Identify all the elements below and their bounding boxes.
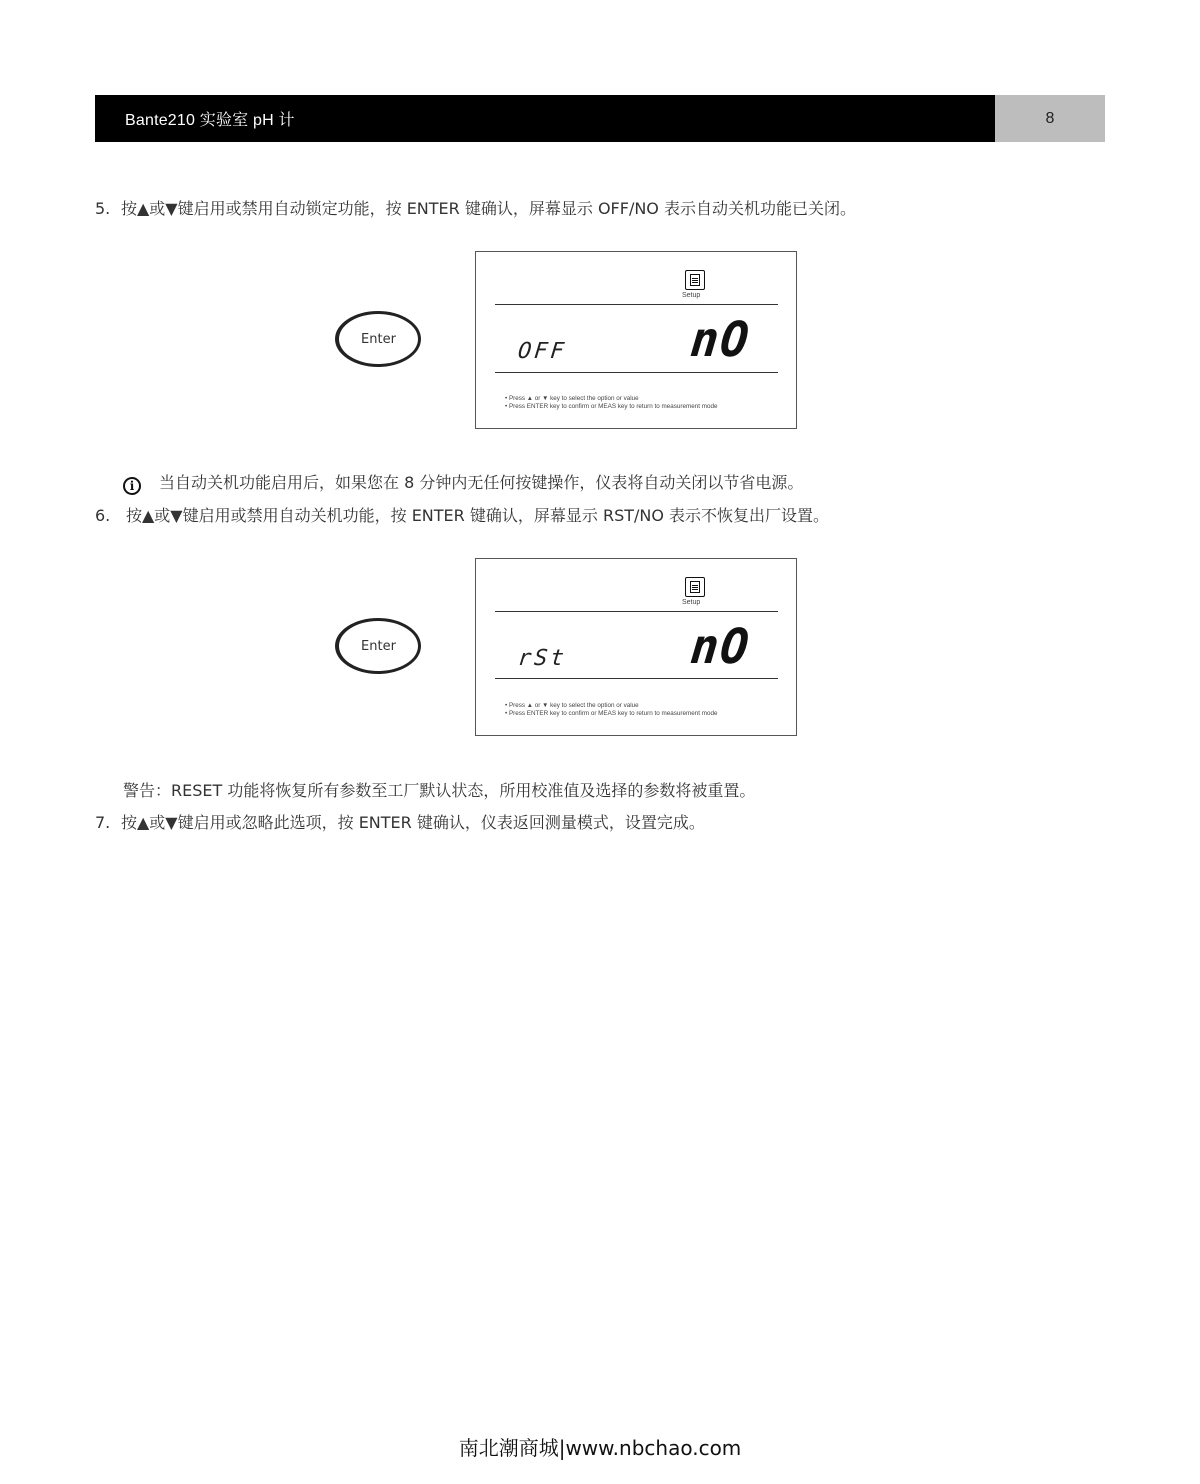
- lcd-parameter: OFF: [516, 339, 569, 364]
- hint-line: • Press ENTER key to confirm or MEAS key to return to measurement mode: [505, 710, 718, 717]
- lcd-divider: [495, 611, 778, 612]
- step-number: 5.: [95, 199, 111, 218]
- note-text: 当自动关机功能启用后，如果您在 8 分钟内无任何按键操作，仪表将自动关闭以节省电源。: [159, 473, 804, 492]
- warning-text: 警告：RESET 功能将恢复所有参数至工厂默认状态，所用校准值及选择的参数将被重置。: [123, 781, 756, 800]
- lcd-display: [475, 558, 797, 736]
- setup-icon: [685, 270, 705, 290]
- enter-button[interactable]: Enter: [335, 311, 421, 367]
- lcd-hints: [505, 395, 718, 411]
- step-text: 按▲或▼键启用或忽略此选项，按 ENTER 键确认，仪表返回测量模式，设置完成。: [121, 813, 705, 832]
- step-7: [95, 810, 705, 833]
- lcd-divider: [495, 678, 778, 679]
- info-icon: i: [123, 477, 141, 495]
- enter-button[interactable]: Enter: [335, 618, 421, 674]
- lcd-display: [475, 251, 797, 429]
- lcd-value: nO: [688, 617, 754, 675]
- hint-line: • Press ENTER key to confirm or MEAS key to return to measurement mode: [505, 403, 718, 410]
- note-auto-off: [123, 470, 803, 495]
- step-number: 7.: [95, 813, 111, 832]
- step-5: [95, 196, 856, 219]
- lcd-hints: [505, 702, 718, 718]
- lcd-divider: [495, 304, 778, 305]
- page-number: 8: [995, 95, 1105, 142]
- hint-line: • Press ▲ or ▼ key to select the option or value: [505, 395, 639, 402]
- warning-reset: [123, 778, 755, 801]
- step-6: [95, 503, 829, 526]
- setup-label: Setup: [682, 292, 701, 299]
- setup-label: Setup: [682, 599, 701, 606]
- figure-auto-off: [330, 251, 800, 431]
- lcd-parameter: rSt: [516, 646, 569, 671]
- setup-icon: [685, 577, 705, 597]
- step-text: 按▲或▼键启用或禁用自动关机功能，按 ENTER 键确认，屏幕显示 RST/NO 表示不恢复出厂设置。: [126, 506, 830, 525]
- step-number: 6.: [95, 506, 111, 525]
- document-title: Bante210 实验室 pH 计: [95, 95, 995, 142]
- footer-watermark: 南北潮商城|www.nbchao.com: [458, 1436, 742, 1460]
- figure-reset: [330, 558, 800, 738]
- lcd-divider: [495, 372, 778, 373]
- lcd-value: nO: [688, 310, 754, 368]
- page-header: [95, 95, 1105, 142]
- step-text: 按▲或▼键启用或禁用自动锁定功能，按 ENTER 键确认，屏幕显示 OFF/NO 表示自动关机功能已关闭。: [121, 199, 856, 218]
- hint-line: • Press ▲ or ▼ key to select the option or value: [505, 702, 639, 709]
